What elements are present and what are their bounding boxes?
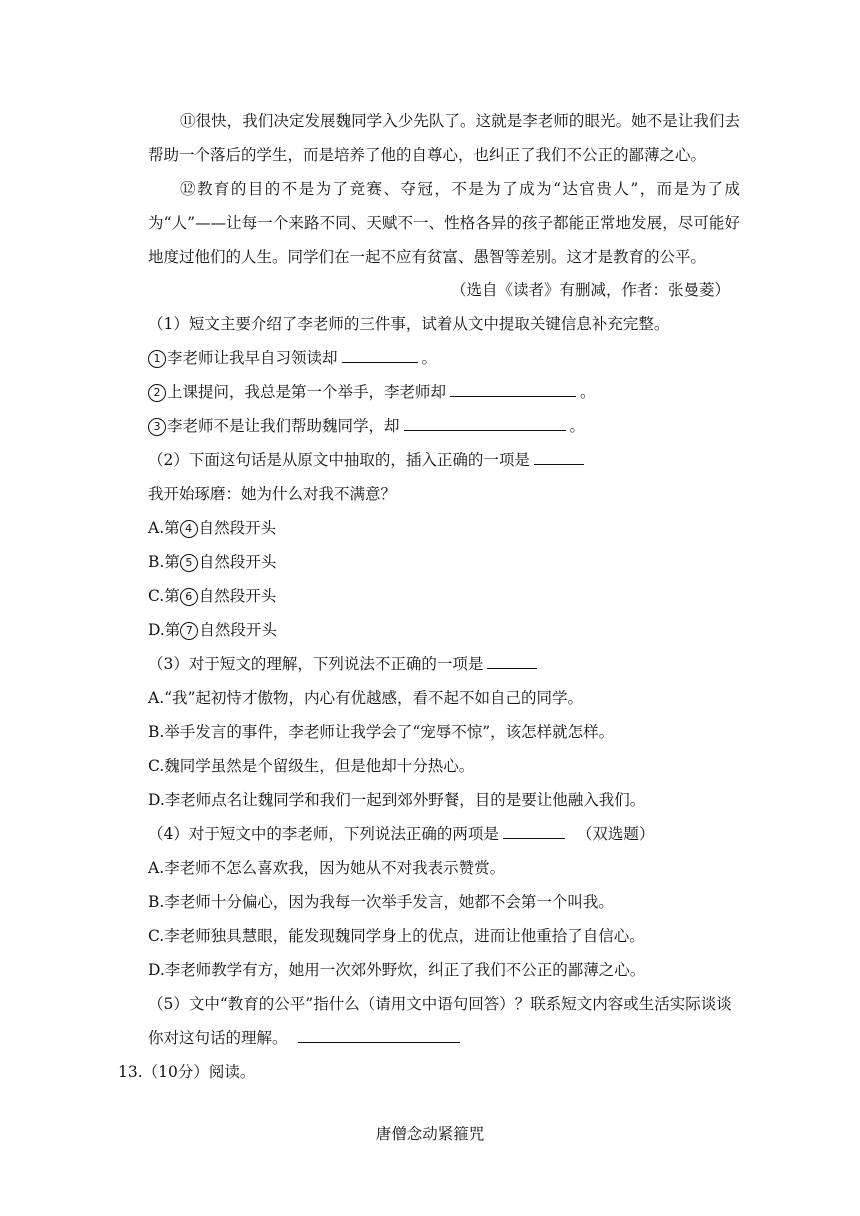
q2-option-b	[148, 552, 276, 572]
punct: 。	[580, 383, 596, 401]
q4-note: （双选题）	[576, 825, 655, 843]
q2-stem	[148, 450, 588, 470]
paragraph-11: ⑪很快，我们决定发展魏同学入少先队了。这就是李老师的眼光。她不是让我们去帮助一个落后的学生，而是培养了他的自尊心，也纠正了我们不公正的鄙薄之心。	[148, 112, 740, 164]
q3-option-c: C.魏同学虽然是个留级生，但是他却十分热心。	[148, 757, 475, 775]
q2-sentence: 我开始琢磨：她为什么对我不满意？	[148, 485, 397, 503]
answer-blank[interactable]	[450, 382, 576, 397]
q4-option-d: D.李老师教学有方，她用一次郊外野炊，纠正了我们不公正的鄙薄之心。	[148, 961, 646, 979]
question-13-label: 13.（10分）阅读。	[118, 1063, 256, 1081]
q3-stem	[148, 654, 541, 674]
q1-item-text: 李老师让我早自习领读却	[167, 349, 338, 367]
circled-number: 3	[148, 418, 166, 436]
q4-stem-text: （4）对于短文中的李老师，下列说法正确的两项是	[148, 825, 499, 843]
option-prefix: B.第	[148, 553, 180, 571]
q4-stem	[148, 824, 654, 844]
circled-number: 7	[180, 622, 198, 640]
circled-number: 5	[180, 554, 198, 572]
option-suffix: 自然段开头	[198, 519, 277, 537]
answer-blank[interactable]	[534, 450, 584, 465]
option-suffix: 自然段开头	[199, 621, 277, 639]
q2-option-c	[148, 586, 276, 606]
circled-number: 6	[180, 588, 198, 606]
q4-option-c: C.李老师独具慧眼，能发现魏同学身上的优点，进而让他重拾了自信心。	[148, 927, 645, 945]
punct: 。	[421, 349, 438, 367]
question-13-title: 唐僧念动紧箍咒	[375, 1125, 485, 1143]
answer-blank[interactable]	[404, 416, 566, 431]
option-suffix: 自然段开头	[198, 553, 277, 571]
q5-line-2-text: 你对这句话的理解。	[148, 1029, 288, 1047]
q2-stem-text: （2）下面这句话是从原文中抽取的，插入正确的一项是	[148, 451, 530, 469]
q3-stem-text: （3）对于短文的理解，下列说法不正确的一项是	[148, 655, 484, 673]
q1-item-3	[148, 416, 585, 436]
option-prefix: C.第	[148, 587, 180, 605]
paragraph-12: ⑫教育的目的不是为了竞赛、夺冠，不是为了成为“达官贵人”，而是为了成为“人”——让每一个来路不同、天赋不一、性格各异的孩子都能正常地发展，尽可能好地度过他们的人生。同学们在一起不应有贫富、愚智等差别。这才是教育的公平。	[148, 180, 740, 266]
answer-blank[interactable]	[487, 654, 537, 669]
source-citation: （选自《读者》有删减，作者：张曼菱）	[450, 281, 730, 299]
answer-blank[interactable]	[298, 1028, 460, 1043]
q1-item-text: 李老师不是让我们帮助魏同学，却	[167, 417, 400, 435]
option-suffix: 自然段开头	[198, 587, 277, 605]
circled-number: 1	[148, 350, 166, 368]
q4-option-b: B.李老师十分偏心，因为我每一次举手发言，她都不会第一个叫我。	[148, 893, 614, 911]
q5-line-2	[148, 1028, 464, 1048]
q1-stem: （1）短文主要介绍了李老师的三件事，试着从文中提取关键信息补充完整。	[148, 315, 670, 333]
q3-option-b: B.举手发言的事件，李老师让我学会了“宠辱不惊”，该怎样就怎样。	[148, 723, 615, 741]
answer-blank[interactable]	[503, 824, 565, 839]
q3-option-a: A.“我”起初恃才傲物，内心有优越感，看不起不如自己的同学。	[148, 689, 583, 707]
q5-line-1: （5）文中“教育的公平”指什么（请用文中语句回答）？联系短文内容或生活实际谈谈	[148, 995, 732, 1013]
punct: 。	[569, 417, 586, 435]
circled-number: 4	[180, 520, 198, 538]
q2-option-d	[148, 620, 277, 640]
q1-item-2	[148, 382, 596, 402]
q3-option-d: D.李老师点名让魏同学和我们一起到郊外野餐，目的是要让他融入我们。	[148, 791, 646, 809]
q1-item-1	[148, 348, 437, 368]
answer-blank[interactable]	[342, 348, 418, 363]
option-prefix: A.第	[148, 519, 180, 537]
q1-item-text: 上课提问，我总是第一个举手，李老师却	[167, 383, 447, 401]
q4-option-a: A.李老师不怎么喜欢我，因为她从不对我表示赞赏。	[148, 859, 506, 877]
circled-number: 2	[148, 384, 166, 402]
option-prefix: D.第	[148, 621, 181, 639]
q2-option-a	[148, 518, 276, 538]
